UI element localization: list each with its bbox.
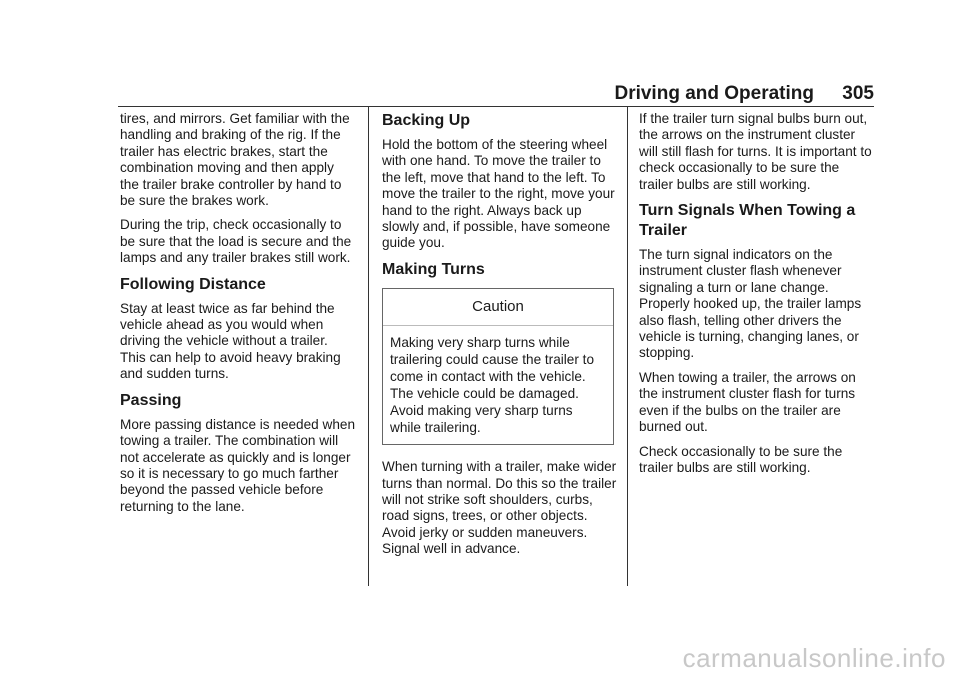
heading-turn-signals: Turn Signals When Towing a Trailer bbox=[639, 202, 856, 240]
section-title: Driving and Operating bbox=[614, 83, 814, 104]
header-divider bbox=[118, 106, 874, 107]
heading-making-turns: Making Turns bbox=[382, 260, 485, 278]
paragraph: Check occasionally to be sure the trailer bulbs are still working. bbox=[639, 443, 843, 475]
paragraph: More passing distance is needed when towing a trailer. The combination will not accelerate as quickly and is longer so it is necessary to go much farther beyond the passed vehicle before returning to the lane. bbox=[120, 416, 356, 514]
page-header bbox=[0, 82, 960, 106]
paragraph: Stay at least twice as far behind the vehicle ahead as you would when driving the vehicle without a trailer. This can help to avoid heavy braking and sudden turns. bbox=[120, 300, 341, 382]
column-3 bbox=[639, 111, 875, 484]
caution-text: Making very sharp turns while trailering could cause the trailer to come in contact with the vehicle. The vehicle could be damaged. Avoid making very sharp turns while trailering. bbox=[390, 335, 595, 436]
page-number: 305 bbox=[842, 83, 874, 104]
paragraph: If the trailer turn signal bulbs burn out, the arrows on the instrument cluster will still flash for turns. It is important to check occasionally to be sure the trailer bulbs are still working. bbox=[639, 111, 872, 192]
column-1 bbox=[120, 111, 356, 523]
paragraph: When towing a trailer, the arrows on the instrument cluster flash for turns even if the bulbs on the trailer are burned out. bbox=[639, 369, 856, 435]
caution-box bbox=[382, 288, 614, 445]
column-divider-1 bbox=[368, 106, 369, 586]
paragraph: During the trip, check occasionally to be sure that the load is secure and the lamps and any trailer brakes still work. bbox=[120, 217, 352, 266]
paragraph: tires, and mirrors. Get familiar with the handling and braking of the rig. If the trailer has electric brakes, start the combination moving and then apply the trailer brake controller by hand to be sure the brakes work. bbox=[120, 111, 350, 209]
paragraph: Hold the bottom of the steering wheel with one hand. To move the trailer to the left, move that hand to the left. To move the trailer to the right, move your hand to the right. Always back up slowly and, if possible, have someone guide you. bbox=[382, 137, 615, 251]
paragraph: When turning with a trailer, make wider turns than normal. Do this so the trailer will not strike soft shoulders, curbs, road signs, trees, or other objects. Avoid jerky or sudden maneuvers. Signal well in advance. bbox=[382, 459, 617, 557]
watermark: carmanualsonline.info bbox=[682, 643, 946, 673]
caution-title: Caution bbox=[383, 289, 613, 326]
column-divider-2 bbox=[627, 106, 628, 586]
paragraph: The turn signal indicators on the instrument cluster flash whenever signaling a turn or lane change. Properly hooked up, the trailer lamps also flash, telling other drivers the vehicle is turning, changing lanes, or stopping. bbox=[639, 247, 862, 361]
heading-backing-up: Backing Up bbox=[382, 112, 471, 129]
column-2 bbox=[382, 111, 618, 566]
heading-following-distance: Following Distance bbox=[120, 275, 266, 293]
heading-passing: Passing bbox=[120, 391, 182, 409]
